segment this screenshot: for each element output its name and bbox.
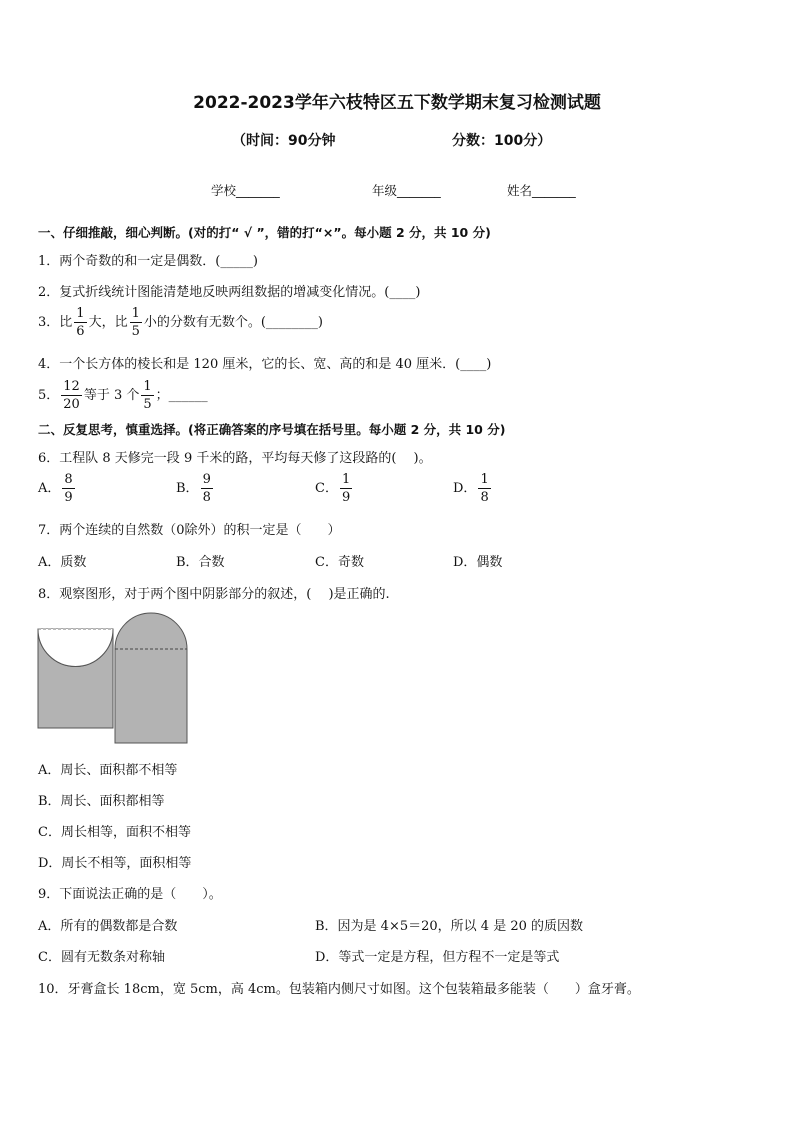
fraction-denominator: 5	[143, 397, 152, 412]
fraction-one-fifth	[141, 380, 153, 411]
fraction-denominator: 9	[64, 490, 73, 505]
option-fraction	[62, 473, 74, 504]
question-9-option-a[interactable]: A．所有的偶数都是合数	[38, 919, 178, 934]
page-title: 2022-2023学年六枝特区五下数学期末复习检测试题	[193, 93, 601, 113]
option-label: B．	[176, 481, 199, 496]
question-9: 9．下面说法正确的是（ ）。	[38, 887, 222, 902]
question-6-option-c[interactable]	[315, 473, 354, 504]
exam-score: 分数：100分）	[452, 133, 552, 149]
question-5	[38, 380, 208, 411]
question-6-option-a[interactable]	[38, 473, 77, 504]
fraction-denominator: 8	[202, 490, 211, 505]
fraction-numerator: 1	[480, 472, 489, 487]
option-fraction	[478, 473, 490, 504]
question-3-mid: 大，比	[88, 315, 128, 330]
option-label: D．	[453, 481, 477, 496]
question-8-option-a[interactable]: A．周长、面积都不相等	[38, 763, 178, 778]
fraction-numerator: 9	[202, 472, 211, 487]
option-fraction	[340, 473, 352, 504]
fraction-twelve-twentieths	[61, 380, 82, 411]
name-field: 姓名_______	[507, 183, 576, 198]
fraction-denominator: 9	[341, 490, 351, 505]
fraction-numerator: 1	[341, 472, 351, 487]
fraction-denominator: 6	[76, 324, 85, 339]
question-5-suffix: ；______	[155, 388, 208, 403]
question-2: 2．复式折线统计图能清楚地反映两组数据的增减变化情况。(____)	[38, 285, 421, 300]
question-9-option-d[interactable]: D．等式一定是方程，但方程不一定是等式	[315, 950, 560, 965]
fraction-one-sixth	[74, 307, 86, 338]
question-8-option-c[interactable]: C．周长相等，面积不相等	[38, 825, 191, 840]
question-7: 7．两个连续的自然数（0除外）的积一定是（ ）	[38, 523, 341, 538]
question-7-option-b[interactable]: B．合数	[176, 555, 225, 570]
option-label: A．	[38, 481, 61, 496]
question-5-mid: 等于 3 个	[83, 388, 140, 403]
fraction-numerator: 12	[63, 379, 80, 394]
question-9-option-c[interactable]: C．圆有无数条对称轴	[38, 950, 165, 965]
question-6: 6．工程队 8 天修完一段 9 千米的路，平均每天修了这段路的( )。	[38, 451, 432, 466]
exam-time: （时间：90分钟	[232, 133, 336, 149]
question-8: 8．观察图形，对于两个图中阴影部分的叙述，( )是正确的.	[38, 587, 390, 602]
question-7-option-a[interactable]: A．质数	[38, 555, 87, 570]
question-10: 10．牙膏盒长 18cm，宽 5cm，高 4cm。包装箱内侧尺寸如图。这个包装箱最多能装（ ）盒牙膏。	[38, 982, 640, 997]
question-8-option-b[interactable]: B．周长、面积都相等	[38, 794, 165, 809]
question-6-option-b[interactable]	[176, 473, 215, 504]
right-shaded-figure	[115, 613, 187, 743]
question-9-option-b[interactable]: B．因为是 4×5＝20，所以 4 是 20 的质因数	[315, 919, 584, 934]
fraction-numerator: 8	[64, 472, 73, 487]
fraction-numerator: 1	[76, 306, 85, 321]
question-1: 1．两个奇数的和一定是偶数．(_____)	[38, 254, 258, 269]
fraction-denominator: 8	[480, 490, 489, 505]
question-3-prefix: 3．比	[38, 315, 73, 330]
question-5-prefix: 5．	[38, 388, 60, 403]
section-2-heading: 二、反复思考，慎重选择。(将正确答案的序号填在括号里。每小题 2 分，共 10 分)	[38, 422, 506, 437]
question-8-option-d[interactable]: D．周长不相等，面积相等	[38, 856, 192, 871]
fraction-numerator: 1	[131, 306, 140, 321]
question-3-suffix: 小的分数有无数个。(________)	[143, 315, 324, 330]
question-3	[38, 307, 323, 338]
question-6-option-d[interactable]	[453, 473, 493, 504]
fraction-one-fifth	[130, 307, 142, 338]
fraction-denominator: 20	[63, 397, 80, 412]
fraction-numerator: 1	[143, 379, 152, 394]
question-7-option-c[interactable]: C．奇数	[315, 555, 364, 570]
question-4: 4．一个长方体的棱长和是 120 厘米，它的长、宽、高的和是 40 厘米．(____)	[38, 357, 492, 372]
shaded-figures	[36, 612, 192, 748]
school-field: 学校_______	[211, 183, 280, 198]
option-label: C．	[315, 481, 338, 496]
section-1-heading: 一、仔细推敲，细心判断。(对的打“ √ ”，错的打“×”。每小题 2 分，共 10 分)	[38, 225, 491, 240]
question-7-option-d[interactable]: D．偶数	[453, 555, 503, 570]
grade-field: 年级_______	[372, 183, 441, 198]
fraction-denominator: 5	[131, 324, 140, 339]
option-fraction	[201, 473, 213, 504]
